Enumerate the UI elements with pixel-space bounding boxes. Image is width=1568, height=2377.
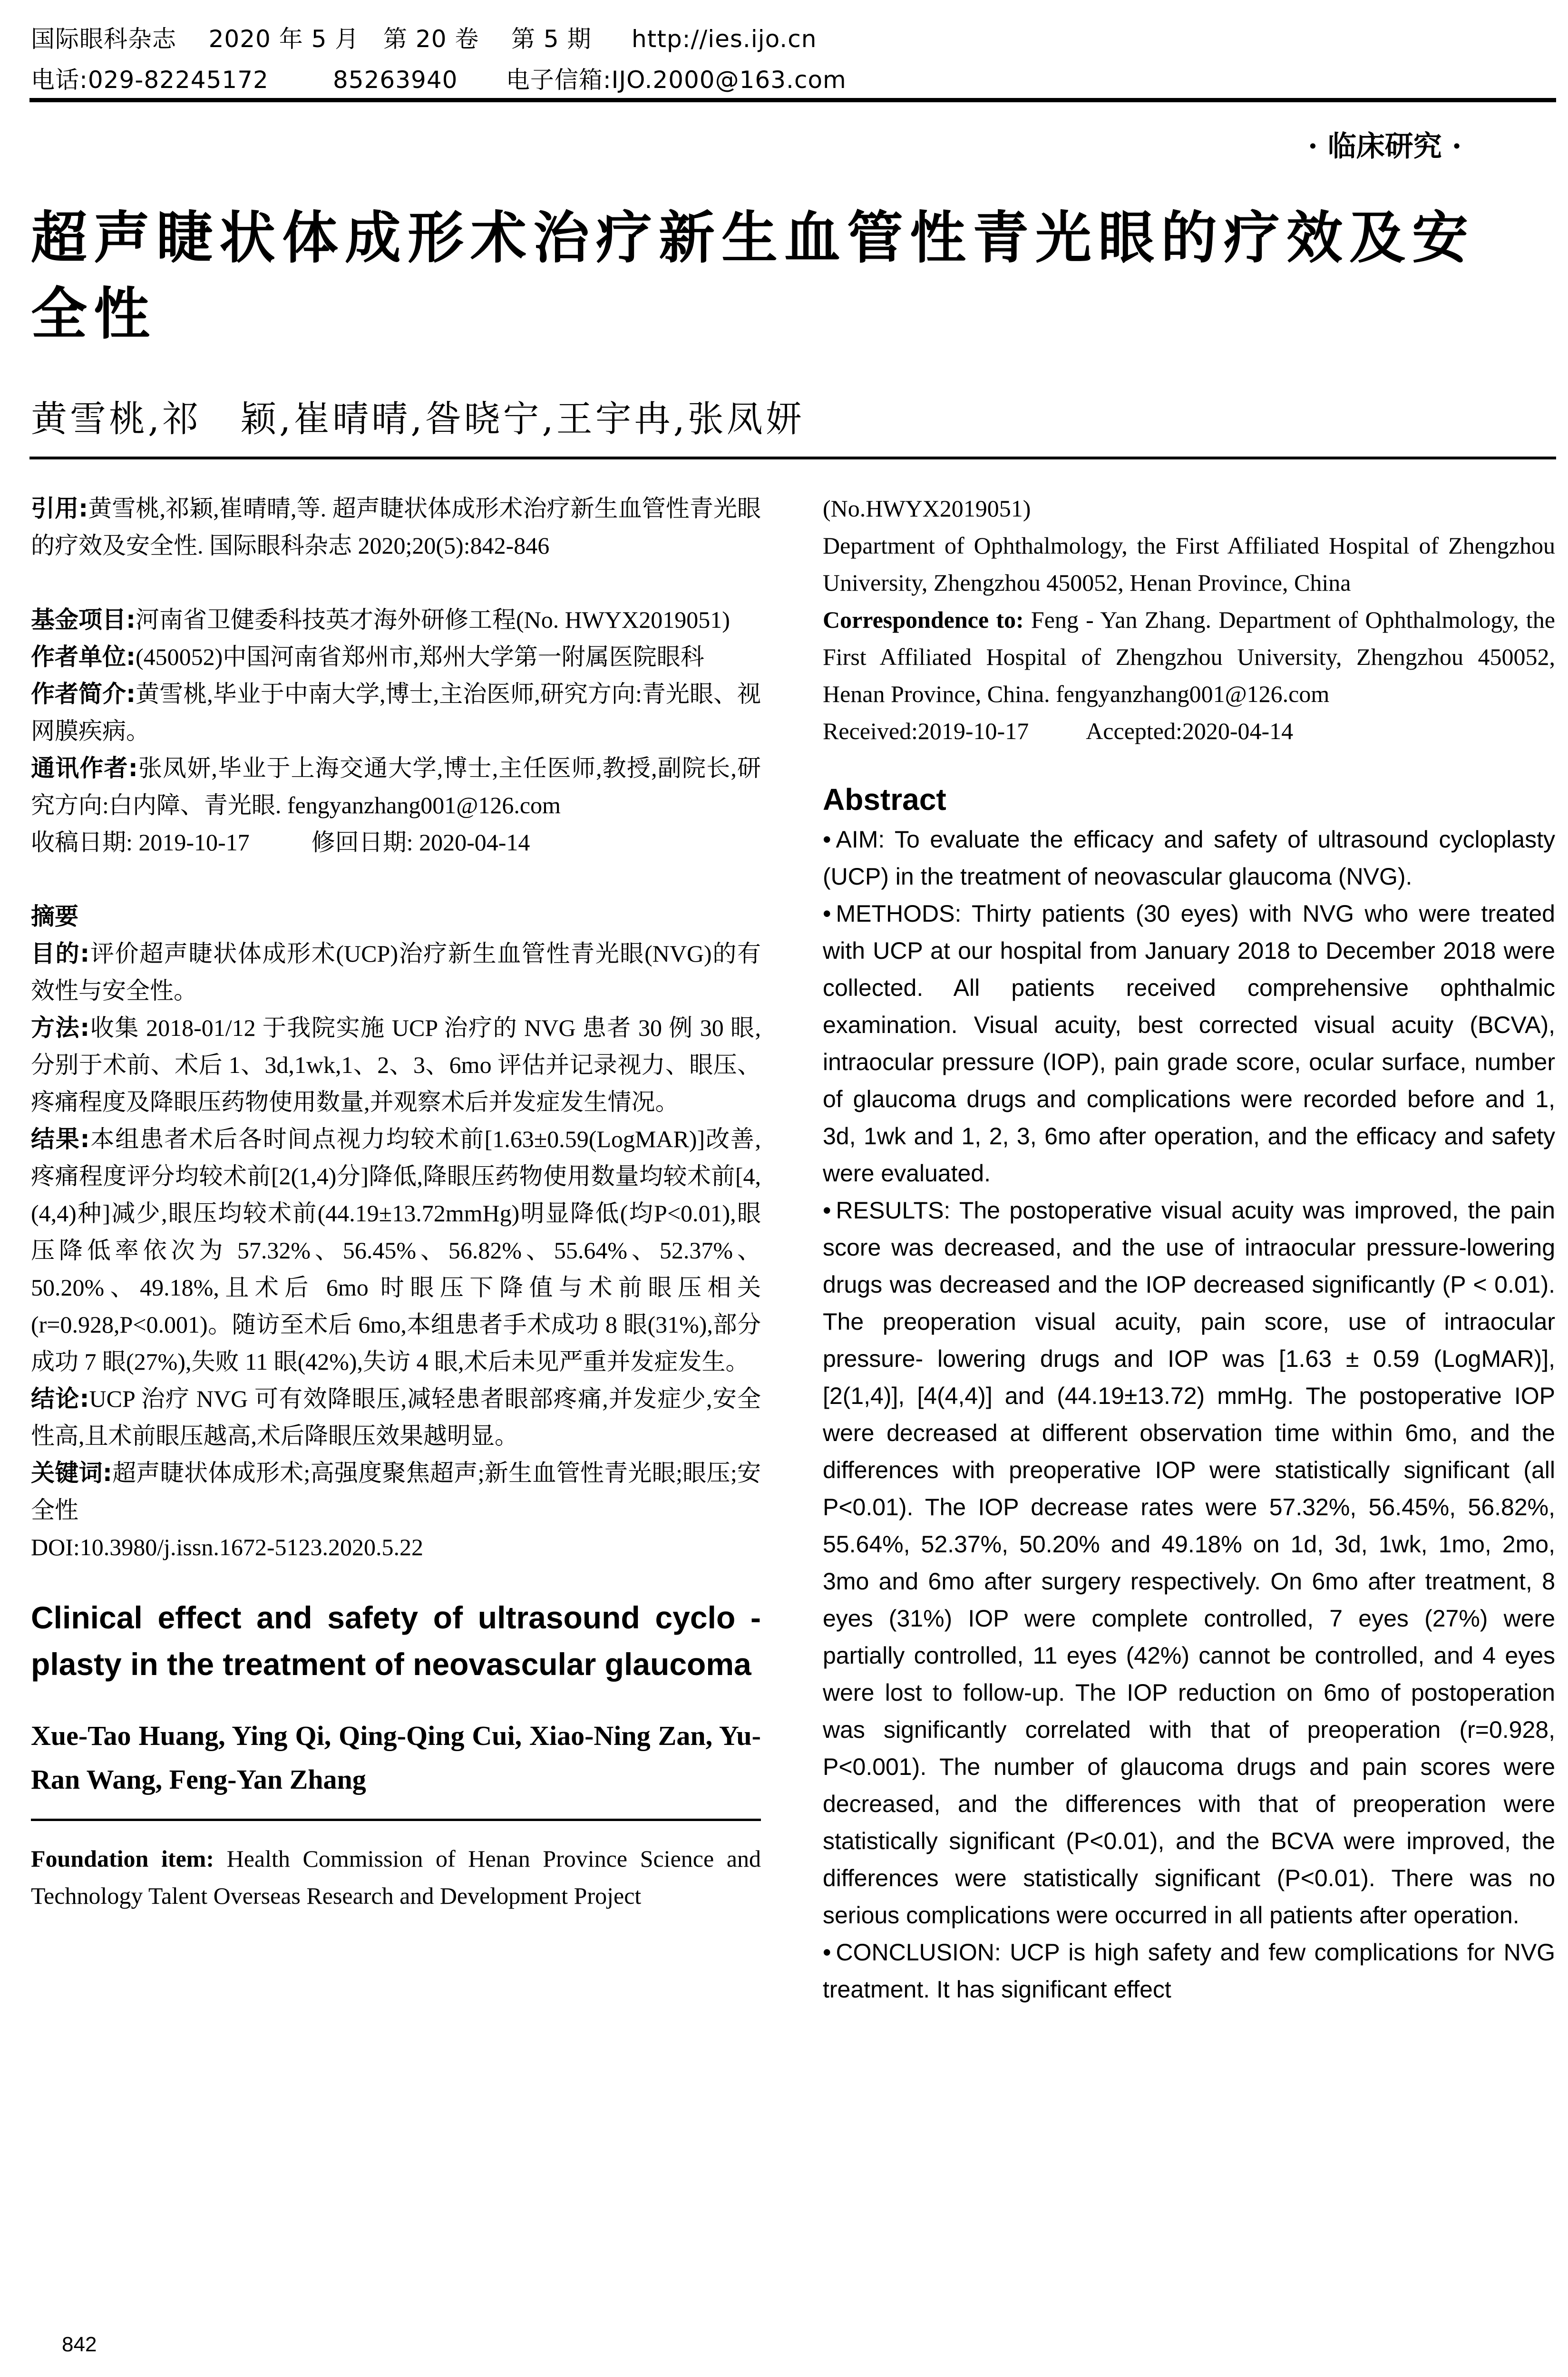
journal-header-line1: 国际眼科杂志 2020 年 5 月 第 20 卷 第 5 期 http://ies.ijo.cn (31, 25, 817, 53)
revised-label: 修回日期: (311, 829, 413, 856)
abstract-aim-text: To evaluate the efficacy and safety of ultrasound cycloplasty (UCP) in the treatment of neovascular glaucoma (NVG). (823, 826, 1555, 890)
journal-header-line2: 电话:029-82245172 85263940 电子信箱:IJO.2000@163.com (31, 66, 847, 94)
abstract-cn-conclusion (31, 1380, 761, 1454)
corresponding-label: 通讯作者: (31, 754, 138, 782)
dates-en (823, 712, 1555, 750)
bullet-icon: • (823, 1197, 831, 1224)
methods-text: 收集 2018-01/12 于我院实施 UCP 治疗的 NVG 患者 30 例 30 眼,分别于术前、术后 1、3d,1wk,1、2、3、6mo 评估并记录视力、眼压、疼痛程度及降眼压药物使用数量,并观察术后并发症发生情况。 (31, 1014, 761, 1115)
page-number: 842 (62, 2333, 97, 2356)
fund-label: 基金项目: (31, 606, 136, 633)
article-title-line2: 全性 (31, 281, 157, 347)
affiliation-label: 作者单位: (31, 643, 136, 671)
abstract-methods-label: METHODS: (836, 900, 962, 927)
doi[interactable]: DOI:10.3980/j.issn.1672-5123.2020.5.22 (31, 1534, 423, 1560)
abstract-results-text: The postoperative visual acuity was improved, the pain score was decreased, and the use of intraocular pressure-lowering drugs was decreased and the IOP decreased significantly (P < 0.01). The preoperation visual acuity, pain score, use of intraocular pressure- lowering drugs and IOP was [1.63 ± 0.59 (LogMAR)], [2(1,4)], [4(4,4)] and (44.19±13.72) mmHg. The postoperative IOP were decreased at different observation time within 6mo, and the differences with preoperative IOP were statistically significant (all P<0.01). The IOP decrease rates were 57.32%, 56.45%, 56.82%, 55.64%, 52.37%, 50.20% and 49.18% on 1d, 3d, 1wk, 1mo, 2mo, 3mo and 6mo after surgery respectively. On 6mo after treatment, 8 eyes (31%) IOP were complete controlled, 7 eyes (27%) were partially controlled, 11 eyes (42%) cannot be controlled, and 4 eyes were lost to follow-up. The IOP reduction on 6mo of postoperation was significantly correlated with that of preoperation (r=0.928, P<0.001). The number of glaucoma drugs and pain scores were decreased, and the differences with that of preoperation were statistically significant (P<0.01), and the BCVA were improved, the differences were statistically significant (P<0.01). There was no serious complications were occurred in all patients after operation. (823, 1197, 1555, 1929)
foundation-en-cont: (No.HWYX2019051) (823, 495, 1031, 522)
authors-cn: 黄雪桃,祁 颖,崔晴晴,昝晓宁,王宇冉,张凤妍 (31, 398, 805, 440)
left-column (31, 490, 761, 1914)
abstract-results (823, 1192, 1555, 1934)
methods-label: 方法: (31, 1014, 90, 1042)
accepted-en: Accepted:2020-04-14 (1086, 718, 1294, 744)
bullet-icon: • (823, 1939, 831, 1966)
abstract-aim (823, 821, 1555, 895)
article-title-line1: 超声睫状体成形术治疗新生血管性青光眼的疗效及安 (31, 205, 1475, 271)
abstract-cn-aim (31, 935, 761, 1009)
correspondence-en (823, 601, 1555, 712)
foundation-rule (31, 1819, 761, 1821)
author-bio-text: 黄雪桃,毕业于中南大学,博士,主治医师,研究方向:青光眼、视网膜疾病。 (31, 681, 761, 744)
keywords-text: 超声睫状体成形术;高强度聚焦超声;新生血管性青光眼;眼压;安全性 (31, 1460, 761, 1523)
abstract-cn-methods (31, 1009, 761, 1120)
keywords-label: 关键词: (31, 1459, 112, 1487)
foundation-en-label: Foundation item: (31, 1845, 214, 1872)
received-label: 收稿日期: (31, 829, 133, 856)
department-en: Department of Ophthalmology, the First Affiliated Hospital of Zhengzhou University, Zhengzhou 450052, Henan Province, China (823, 532, 1555, 596)
dates-cn (31, 824, 761, 861)
citation-text: 黄雪桃,祁颖,崔晴晴,等. 超声睫状体成形术治疗新生血管性青光眼的疗效及安全性. 国际眼科杂志 2020;20(5):842-846 (31, 495, 761, 559)
bullet-icon: • (823, 900, 831, 927)
right-column (823, 490, 1555, 2008)
abstract-methods-text: Thirty patients (30 eyes) with NVG who were treated with UCP at our hospital from January 2018 to December 2018 were collected. All patients received comprehensive ophthalmic examination. Visual acuity, best corrected visual acuity (BCVA), intraocular pressure (IOP), pain grade score, ocular surface, number of glaucoma drugs and complications were recorded before and 1, 3d, 1wk and 1, 2, 3, 6mo after operation, and the efficacy and safety were evaluated. (823, 900, 1555, 1187)
aim-label: 目的: (31, 940, 90, 967)
abstract-conclusion-label: CONCLUSION: (836, 1939, 1001, 1966)
fund-text: 河南省卫健委科技英才海外研修工程(No. HWYX2019051) (136, 606, 730, 633)
results-text: 本组患者术后各时间点视力均较术前[1.63±0.59(LogMAR)]改善,疼痛程度评分均较术前[2(1,4)分]降低,降眼压药物使用数量均较术前[4,(4,4)种]减少,眼压均较术前(44.19±13.72mmHg)明显降低(均P<0.01),眼压降低率依次为 57.32%、56.45%、56.82%、55.64%、52.37%、50.20%、49.18%,且术后 6mo 时眼压下降值与术前眼压相关(r=0.928,P<0.001)。随访至术后 6mo,本组患者手术成功 8 眼(31%),部分成功 7 眼(27%),失败 11 眼(42%),失访 4 眼,术后未见严重并发症发生。 (31, 1126, 761, 1375)
affiliation (31, 638, 761, 675)
abstract-conclusion-text: UCP is high safety and few complications for NVG treatment. It has significant effect (823, 1939, 1555, 2003)
corresponding-text: 张凤妍,毕业于上海交通大学,博士,主任医师,教授,副院长,研究方向:白内障、青光眼. fengyanzhang001@126.com (31, 755, 761, 818)
conclusion-label: 结论: (31, 1385, 89, 1413)
conclusion-text: UCP 治疗 NVG 可有效降眼压,减轻患者眼部疼痛,并发症少,安全性高,且术前眼压越高,术后降眼压效果越明显。 (31, 1385, 761, 1449)
revised-date: 2020-04-14 (419, 829, 530, 856)
foundation-en-text: Health Commission of Henan Province Science and Technology Talent Overseas Research and Development Project (31, 1845, 761, 1909)
abstract-heading: Abstract (823, 782, 946, 817)
abstract-aim-label: AIM: (836, 826, 885, 853)
results-label: 结果: (31, 1125, 90, 1153)
authors-en: Xue-Tao Huang, Ying Qi, Qing-Qing Cui, Xiao-Ning Zan, Yu-Ran Wang, Feng-Yan Zhang (31, 1720, 761, 1795)
aim-text: 评价超声睫状体成形术(UCP)治疗新生血管性青光眼(NVG)的有效性与安全性。 (31, 940, 761, 1004)
affiliation-text: (450052)中国河南省郑州市,郑州大学第一附属医院眼科 (136, 643, 704, 670)
author-bio (31, 675, 761, 750)
abstract-cn-heading: 摘要 (31, 903, 78, 930)
header-rule (29, 98, 1556, 102)
correspondence-text: Feng - Yan Zhang. Department of Ophthalmology, the First Affiliated Hospital of Zhengzhou University, Zhengzhou 450052, Henan Province, China. fengyanzhang001@126.com (823, 606, 1555, 707)
abstract-body (823, 821, 1555, 2008)
received-en: Received:2019-10-17 (823, 718, 1029, 744)
keywords-cn (31, 1454, 761, 1529)
abstract-conclusion (823, 1934, 1555, 2008)
article-title-en: Clinical effect and safety of ultrasound cyclo - plasty in the treatment of neovascular glaucoma (31, 1600, 761, 1682)
author-bio-label: 作者简介: (31, 680, 136, 708)
corresponding-author (31, 750, 761, 824)
citation (31, 490, 761, 564)
fund (31, 601, 761, 638)
received-date: 2019-10-17 (138, 829, 250, 856)
title-rule (29, 457, 1556, 459)
abstract-cn-results (31, 1120, 761, 1380)
citation-label: 引用: (31, 495, 88, 522)
article-title-cn (31, 200, 1553, 352)
correspondence-label: Correspondence to: (823, 606, 1024, 633)
abstract-methods (823, 895, 1555, 1192)
section-tag: · 临床研究 · (1308, 130, 1462, 163)
bullet-icon: • (823, 826, 831, 853)
foundation-en (31, 1840, 761, 1914)
abstract-results-label: RESULTS: (836, 1197, 951, 1224)
